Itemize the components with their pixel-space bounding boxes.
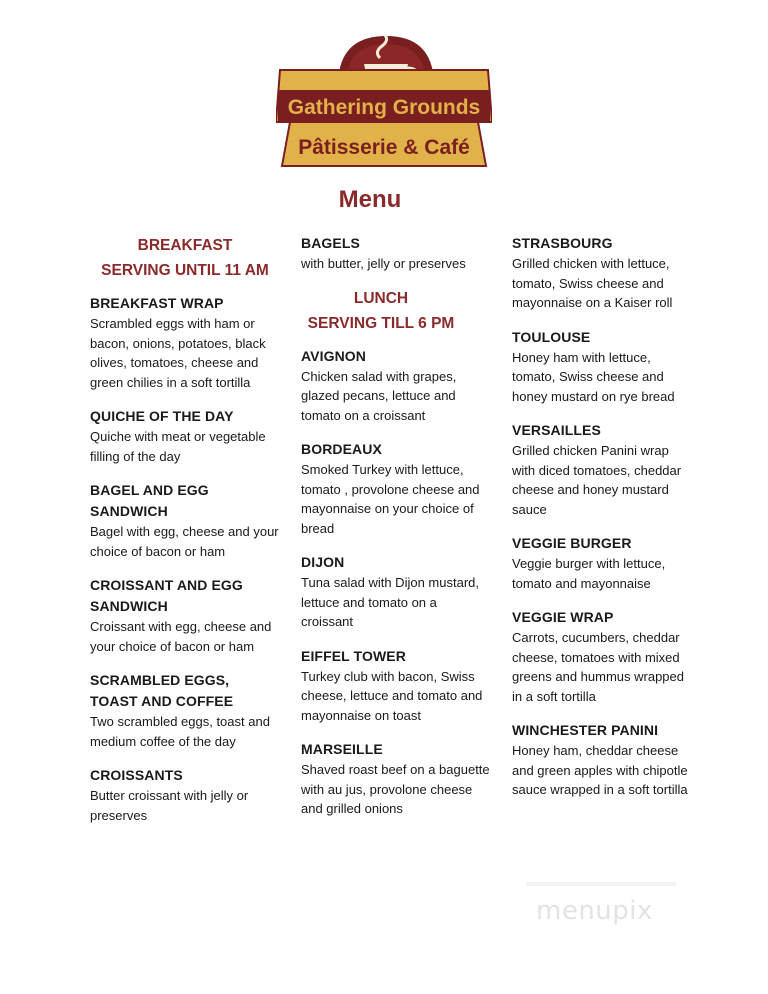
menu-item (301, 739, 491, 819)
item-description: Grilled chicken with lettuce, tomato, Swiss cheese and mayonnaise on a Kaiser roll (512, 256, 673, 310)
cafe-logo (276, 34, 492, 170)
menu-item (90, 406, 280, 466)
menu-item (512, 233, 692, 313)
item-name: MARSEILLE (301, 741, 383, 757)
watermark-divider (526, 882, 676, 886)
item-description: Quiche with meat or vegetable filling of the day (90, 429, 266, 464)
lunch-heading (301, 286, 461, 336)
item-description: Chicken salad with grapes, glazed pecans, lettuce and tomato on a croissant (301, 368, 457, 423)
menu-item (301, 646, 491, 726)
item-name: BAGEL AND EGG SANDWICH (90, 482, 209, 519)
item-name: TOULOUSE (512, 328, 591, 345)
breakfast-heading-hours: SERVING UNTIL 11 AM (101, 262, 269, 279)
item-name: AVIGNON (301, 347, 366, 364)
menu-item (512, 533, 692, 593)
item-description: Honey ham with lettuce, tomato, Swiss cheese and honey mustard on rye bread (512, 349, 675, 404)
item-description: Two scrambled eggs, toast and medium coffee of the day (90, 714, 270, 749)
menu-item (90, 765, 280, 825)
item-description: Turkey club with bacon, Swiss cheese, lettuce and tomato and mayonnaise on toast (301, 668, 483, 723)
lunch-heading-title: LUNCH (353, 289, 409, 307)
item-name: VERSAILLES (512, 422, 601, 438)
lunch-heading-hours: SERVING TILL 6 PM (307, 314, 455, 332)
item-name: BORDEAUX (301, 441, 382, 457)
menu-item (301, 346, 491, 426)
item-name: DIJON (301, 554, 345, 570)
item-name: CROISSANT AND EGG SANDWICH (90, 577, 243, 614)
watermark: menupix (536, 896, 653, 926)
item-description: Carrots, cucumbers, cheddar cheese, tomatoes with mixed greens and hummus wrapped in a soft tortilla (512, 630, 684, 704)
breakfast-heading-title: BREAKFAST (137, 237, 233, 254)
logo-line1: Gathering Grounds (287, 96, 481, 119)
menu-item (90, 480, 280, 561)
item-description: with butter, jelly or preserves (301, 256, 466, 271)
breakfast-column (90, 233, 280, 825)
item-name: VEGGIE BURGER (512, 535, 632, 551)
item-name: CROISSANTS (90, 767, 183, 783)
menu-item (301, 233, 491, 274)
menu-item (90, 293, 280, 392)
item-name: VEGGIE WRAP (512, 609, 614, 625)
item-description: Shaved roast beef on a baguette with au jus, provolone cheese and grilled onions (301, 762, 490, 816)
item-name: QUICHE OF THE DAY (90, 408, 234, 424)
item-description: Tuna salad with Dijon mustard, lettuce and tomato on a croissant (301, 575, 479, 629)
logo-line2: Pâtisserie & Café (298, 136, 470, 159)
item-description: Veggie burger with lettuce, tomato and mayonnaise (512, 556, 666, 591)
item-description: Bagel with egg, cheese and your choice of bacon or ham (90, 524, 279, 559)
item-description: Smoked Turkey with lettuce, tomato , provolone cheese and mayonnaise on your choice of bread (301, 462, 480, 536)
item-description: Croissant with egg, cheese and your choice of bacon or ham (90, 619, 272, 654)
item-description: Grilled chicken Panini wrap with diced tomatoes, cheddar cheese and honey mustard sauce (512, 443, 682, 517)
menu-item (512, 607, 692, 706)
item-name: STRASBOURG (512, 235, 613, 251)
breakfast-heading (90, 233, 280, 283)
item-name: BAGELS (301, 235, 360, 251)
lunch-column (301, 233, 491, 819)
sandwich-column (512, 233, 692, 800)
item-description: Honey ham, cheddar cheese and green apples with chipotle sauce wrapped in a soft tortilla (512, 743, 688, 797)
menu-item (90, 670, 280, 751)
menu-item (512, 720, 692, 800)
menu-item (301, 552, 491, 632)
menu-item (90, 575, 280, 656)
item-name: WINCHESTER PANINI (512, 722, 659, 738)
item-name: EIFFEL TOWER (301, 647, 406, 664)
page-title: Menu (338, 186, 402, 213)
menu-item (512, 327, 692, 407)
menu-item (512, 420, 692, 519)
item-name: SCRAMBLED EGGS, TOAST AND COFFEE (90, 672, 234, 709)
menu-item (301, 439, 491, 538)
item-name: BREAKFAST WRAP (90, 295, 224, 311)
item-description: Scrambled eggs with ham or bacon, onions, potatoes, black olives, tomatoes, cheese and green chilies in a soft tortilla (90, 316, 266, 390)
item-description: Butter croissant with jelly or preserves (90, 788, 249, 823)
